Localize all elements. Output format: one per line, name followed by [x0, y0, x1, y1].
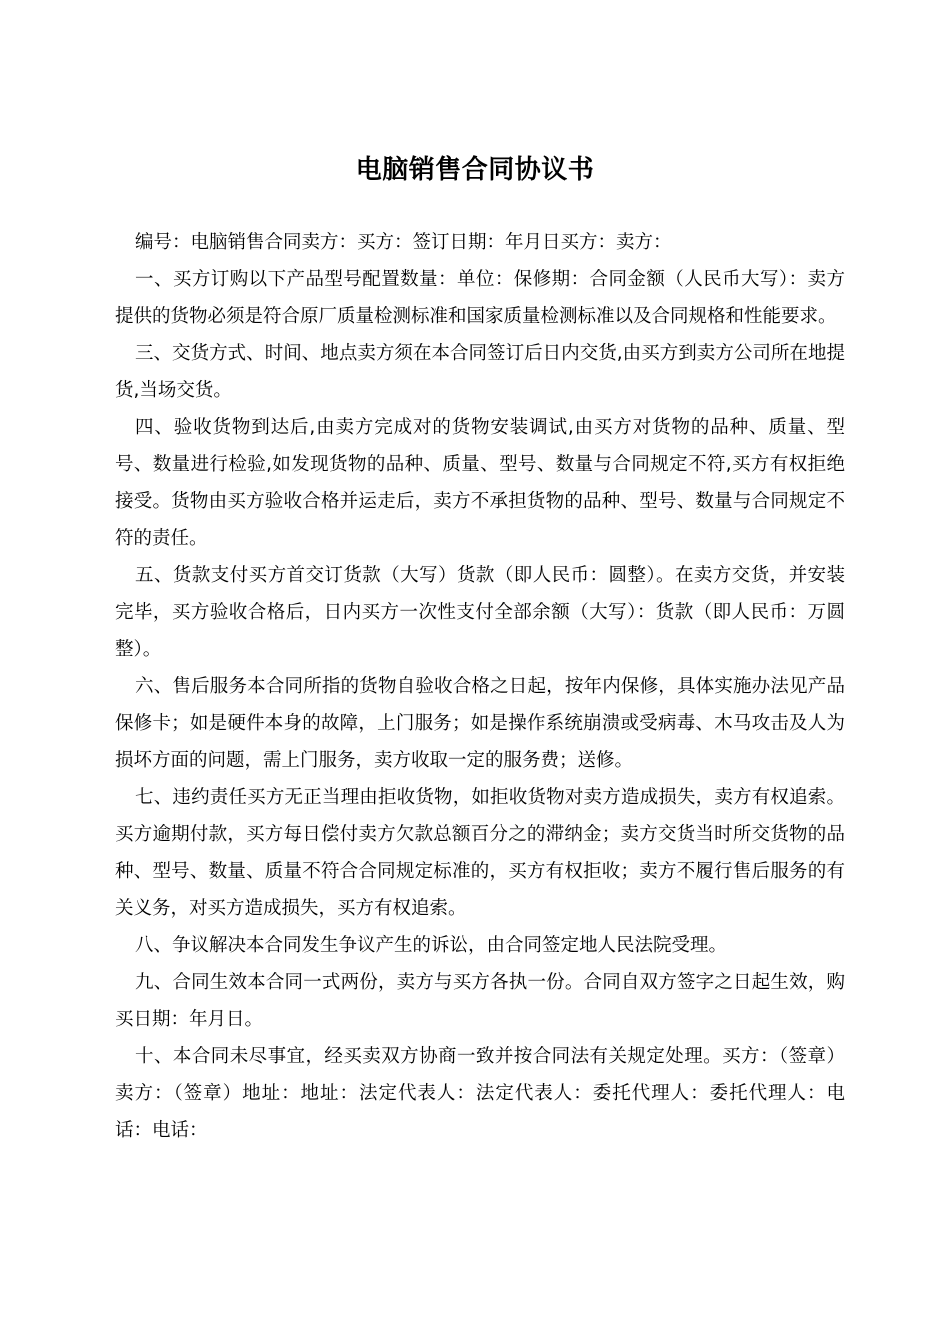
paragraph-clause-3: 三、交货方式、时间、地点卖方须在本合同签订后日内交货,由买方到卖方公司所在地提货,当场交货。 — [115, 343, 845, 401]
document-title: 电脑销售合同协议书 — [355, 155, 595, 186]
paragraph-clause-4: 四、验收货物到达后,由卖方完成对的货物安装调试,由买方对货物的品种、质量、型号、数量进行检验,如发现货物的品种、质量、型号、数量与合同规定不符,买方有权拒绝接受。货物由买方验收合格并运走后，卖方不承担货物的品种、型号、数量与合同规定不符的责任。 — [115, 417, 845, 549]
paragraph-clause-5: 五、货款支付买方首交订货款（大写）货款（即人民币：圆整）。在卖方交货，并安装完毕，买方验收合格后，日内买方一次性支付全部余额（大写）：货款（即人民币：万圆整）。 — [115, 565, 845, 660]
paragraph-clause-10: 十、本合同未尽事宜，经买卖双方协商一致并按合同法有关规定处理。买方：（签章）卖方：（签章）地址：地址：法定代表人：法定代表人：委托代理人：委托代理人：电话：电话： — [115, 1046, 845, 1141]
paragraph-clause-1: 一、买方订购以下产品型号配置数量：单位：保修期：合同金额（人民币大写）：卖方提供的货物必须是符合原厂质量检测标准和国家质量检测标准以及合同规格和性能要求。 — [115, 269, 845, 327]
paragraph-clause-8: 八、争议解决本合同发生争议产生的诉讼，由合同签定地人民法院受理。 — [135, 935, 728, 956]
paragraph-clause-9: 九、合同生效本合同一式两份，卖方与买方各执一份。合同自双方签字之日起生效，购买日期：年月日。 — [115, 972, 845, 1030]
paragraph-clause-6: 六、售后服务本合同所指的货物自验收合格之日起，按年内保修，具体实施办法见产品保修卡；如是硬件本身的故障，上门服务；如是操作系统崩溃或受病毒、木马攻击及人为损坏方面的问题，需上门服务，卖方收取一定的服务费；送修。 — [115, 676, 845, 771]
paragraph-header-info: 编号：电脑销售合同卖方：买方：签订日期：年月日买方：卖方： — [135, 232, 672, 253]
paragraph-clause-7: 七、违约责任买方无正当理由拒收货物，如拒收货物对卖方造成损失，卖方有权追索。买方逾期付款，买方每日偿付卖方欠款总额百分之的滞纳金；卖方交货当时所交货物的品种、型号、数量、质量不符合合同规定标准的，买方有权拒收；卖方不履行售后服务的有关义务，对买方造成损失，买方有权追索。 — [115, 787, 845, 919]
document-body — [115, 224, 845, 1149]
